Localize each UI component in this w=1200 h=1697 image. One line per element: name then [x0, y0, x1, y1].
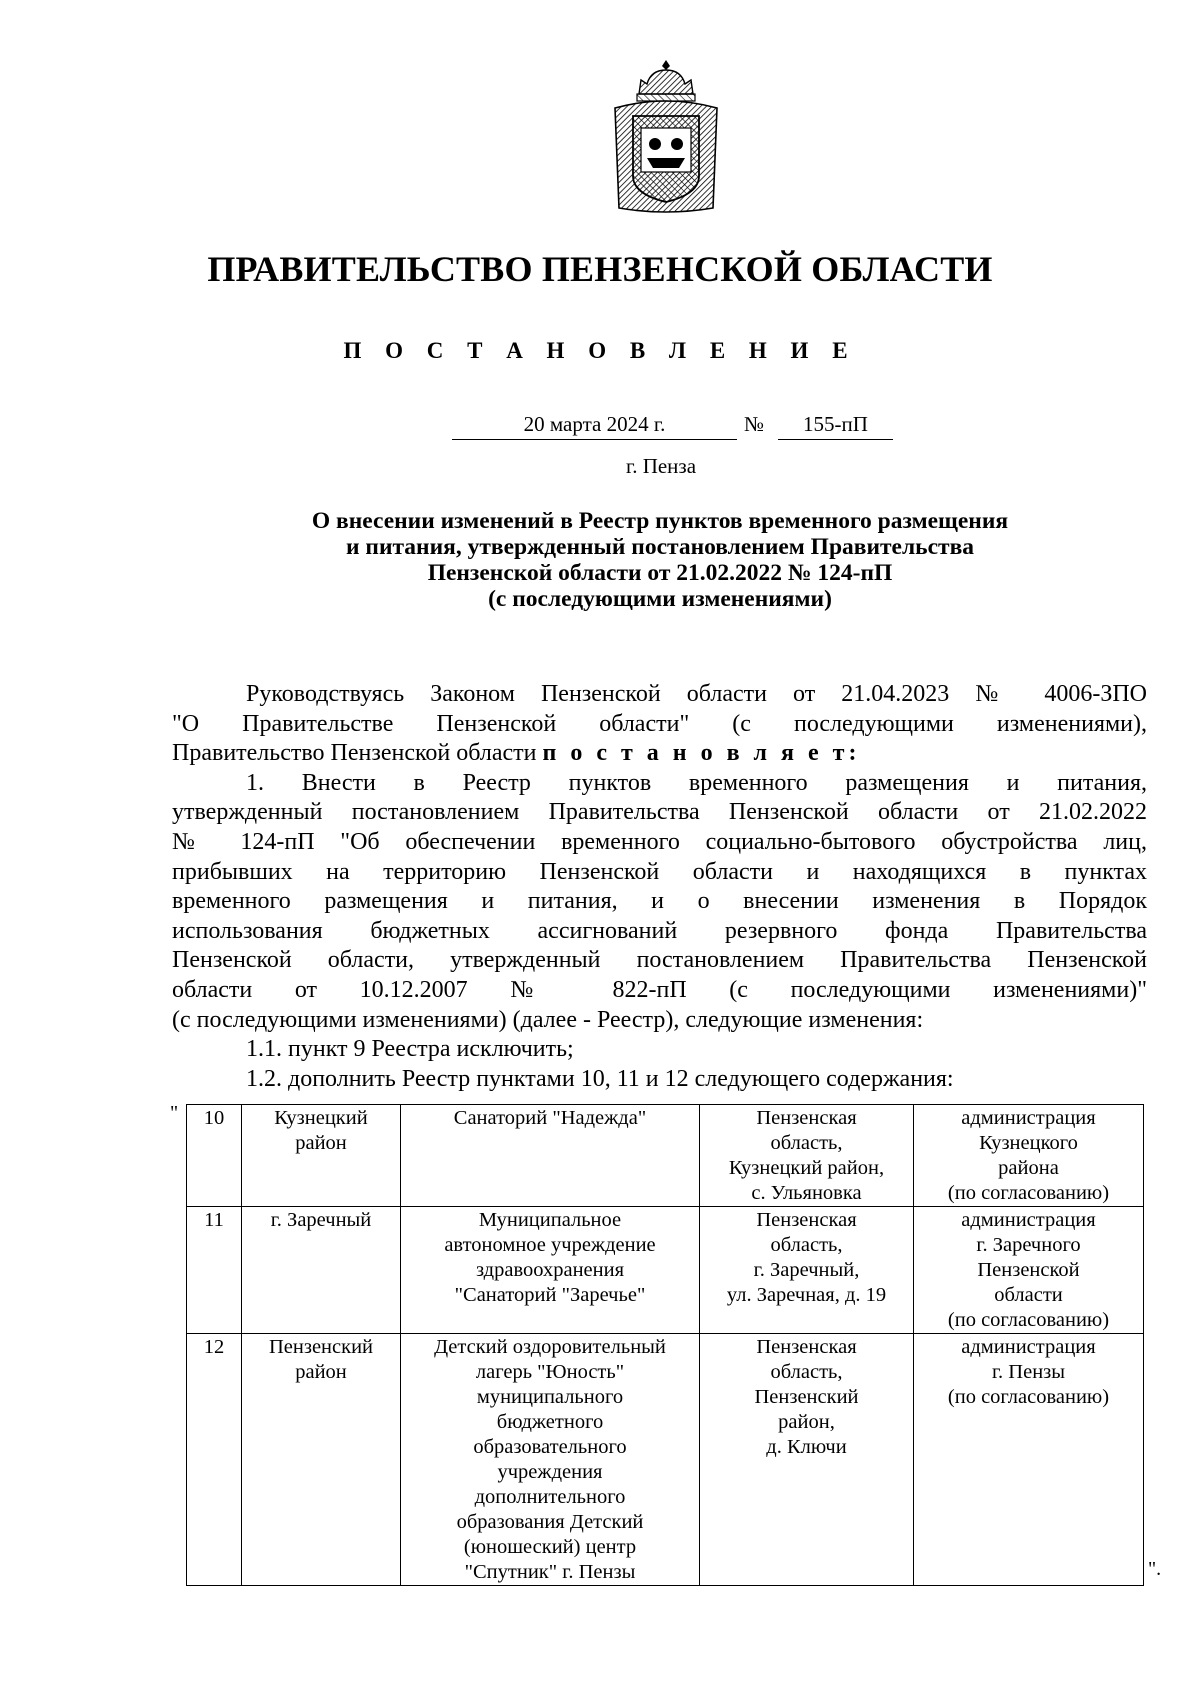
document-date: 20 марта 2024 г. — [452, 412, 737, 440]
body-line: использования бюджетных ассигнований резервного фонда Правительства — [172, 917, 1147, 944]
table-close-quote: ". — [1148, 1558, 1162, 1580]
decides-word: п о с т а н о в л я е т: — [542, 740, 861, 767]
cell-line: Пензенский — [754, 1386, 859, 1408]
cell-line: Пензенская — [756, 1107, 857, 1129]
body-line: области от 10.12.2007 № 822-пП (с последующими изменениями)" — [172, 976, 1147, 1003]
number-sign: № — [744, 412, 765, 436]
cell-line: г. Заречного — [976, 1234, 1081, 1256]
cell-line: область, — [770, 1361, 843, 1383]
table-row — [187, 1334, 1144, 1586]
body-line: № 124-пП "Об обеспечении временного социально-бытового обустройства лиц, — [172, 828, 1147, 855]
body-line: 1.1. пункт 9 Реестра исключить; — [246, 1036, 574, 1063]
cell-line: (по согласованию) — [947, 1309, 1110, 1331]
cell-facility-name — [401, 1334, 700, 1586]
cell-number: 12 — [187, 1334, 242, 1586]
body-line: утвержденный постановлением Правительства Пензенской области от 21.02.2022 — [172, 799, 1147, 826]
cell-line: администрация — [961, 1209, 1096, 1231]
cell-line: д. Ключи — [766, 1436, 847, 1458]
document-subject — [140, 508, 1180, 612]
cell-line: область, — [770, 1132, 843, 1154]
body-line: Руководствуясь Законом Пензенской области от 21.04.2023 № 4006-ЗПО — [246, 681, 1147, 707]
cell-district — [242, 1105, 401, 1207]
cell-line: г. Пензы — [991, 1361, 1066, 1383]
cell-facility-name — [401, 1105, 700, 1207]
cell-line: (юношеский) центр — [463, 1536, 637, 1558]
registry-table — [186, 1104, 1144, 1586]
cell-address — [700, 1105, 914, 1207]
cell-line: Детский оздоровительный — [434, 1336, 666, 1358]
cell-line: "Спутник" г. Пензы — [464, 1561, 636, 1583]
cell-administration — [914, 1207, 1144, 1334]
cell-line: Пензенская — [756, 1336, 857, 1358]
cell-line: образования Детский — [456, 1511, 644, 1533]
cell-line: Пензенская — [756, 1209, 857, 1231]
cell-line: района — [998, 1157, 1059, 1179]
cell-administration — [914, 1334, 1144, 1586]
cell-line: администрация — [961, 1107, 1096, 1129]
cell-line: (по согласованию) — [947, 1386, 1110, 1408]
document-body — [172, 680, 1147, 1094]
cell-line: муниципального — [476, 1386, 624, 1408]
cell-district — [242, 1207, 401, 1334]
cell-line: администрация — [961, 1336, 1096, 1358]
cell-line: область, — [770, 1234, 843, 1256]
body-line: Пензенской области, утвержденный постановлением Правительства Пензенской — [172, 947, 1147, 974]
preamble-last: Правительство Пензенской области — [172, 740, 537, 767]
cell-address — [700, 1334, 914, 1586]
cell-administration — [914, 1105, 1144, 1207]
cell-line: Санаторий "Надежда" — [453, 1107, 647, 1129]
body-line: временного размещения и питания, и о внесении изменения в Порядок — [172, 888, 1147, 915]
cell-line: области — [994, 1284, 1063, 1306]
body-line: (с последующими изменениями) (далее - Реестр), следующие изменения: — [172, 1006, 924, 1033]
cell-line: Кузнецкий — [274, 1107, 368, 1129]
table-row — [187, 1105, 1144, 1207]
document-city: г. Пенза — [625, 454, 697, 478]
cell-line: (по согласованию) — [947, 1182, 1110, 1204]
cell-facility-name — [401, 1207, 700, 1334]
cell-number: 11 — [187, 1207, 242, 1334]
subject-line: (с последующими изменениями) — [488, 586, 832, 612]
cell-line: лагерь "Юность" — [475, 1361, 625, 1383]
table-row — [187, 1207, 1144, 1334]
cell-line: район — [295, 1132, 347, 1154]
cell-line: здравоохранения — [475, 1259, 625, 1281]
cell-line: Пензенской — [977, 1259, 1080, 1281]
cell-number: 10 — [187, 1105, 242, 1207]
subject-line: и питания, утвержденный постановлением Правительства — [345, 534, 975, 560]
cell-line: образовательного — [473, 1436, 627, 1458]
cell-district — [242, 1334, 401, 1586]
cell-line: г. Заречный — [270, 1209, 372, 1231]
cell-address — [700, 1207, 914, 1334]
subject-line: О внесении изменений в Реестр пунктов временного размещения — [311, 508, 1009, 534]
cell-line: район, — [778, 1411, 835, 1433]
cell-line: бюджетного — [496, 1411, 604, 1433]
cell-line: "Санаторий "Заречье" — [454, 1284, 646, 1306]
cell-line: г. Заречный, — [753, 1259, 860, 1281]
body-line: 1. Внести в Реестр пунктов временного размещения и питания, — [246, 769, 1147, 796]
cell-line: Муниципальное — [478, 1209, 622, 1231]
cell-line: автономное учреждение — [444, 1234, 656, 1256]
body-line: прибывших на территорию Пензенской области и находящихся в пунктах — [172, 858, 1147, 885]
cell-line: ул. Заречная, д. 19 — [726, 1284, 887, 1306]
cell-line: район — [295, 1361, 347, 1383]
cell-line: Пензенский — [268, 1336, 374, 1358]
cell-line: Кузнецкий район, — [728, 1157, 885, 1179]
body-line — [172, 739, 1147, 769]
document-number: 155-пП — [778, 412, 893, 440]
cell-line: с. Ульяновка — [751, 1182, 862, 1204]
table-open-quote: " — [170, 1102, 179, 1124]
coat-of-arms-icon — [607, 58, 725, 214]
organization-title: ПРАВИТЕЛЬСТВО ПЕНЗЕНСКОЙ ОБЛАСТИ — [207, 249, 993, 289]
document-type: П О С Т А Н О В Л Е Н И Е — [343, 338, 857, 363]
body-line: "О Правительстве Пензенской области" (с последующими изменениями), — [172, 710, 1147, 737]
cell-line: Кузнецкого — [979, 1132, 1078, 1154]
cell-line: дополнительного — [474, 1486, 626, 1508]
body-line: 1.2. дополнить Реестр пунктами 10, 11 и 12 следующего содержания: — [246, 1065, 954, 1092]
cell-line: учреждения — [497, 1461, 603, 1483]
subject-line: Пензенской области от 21.02.2022 № 124-пП — [427, 560, 893, 586]
